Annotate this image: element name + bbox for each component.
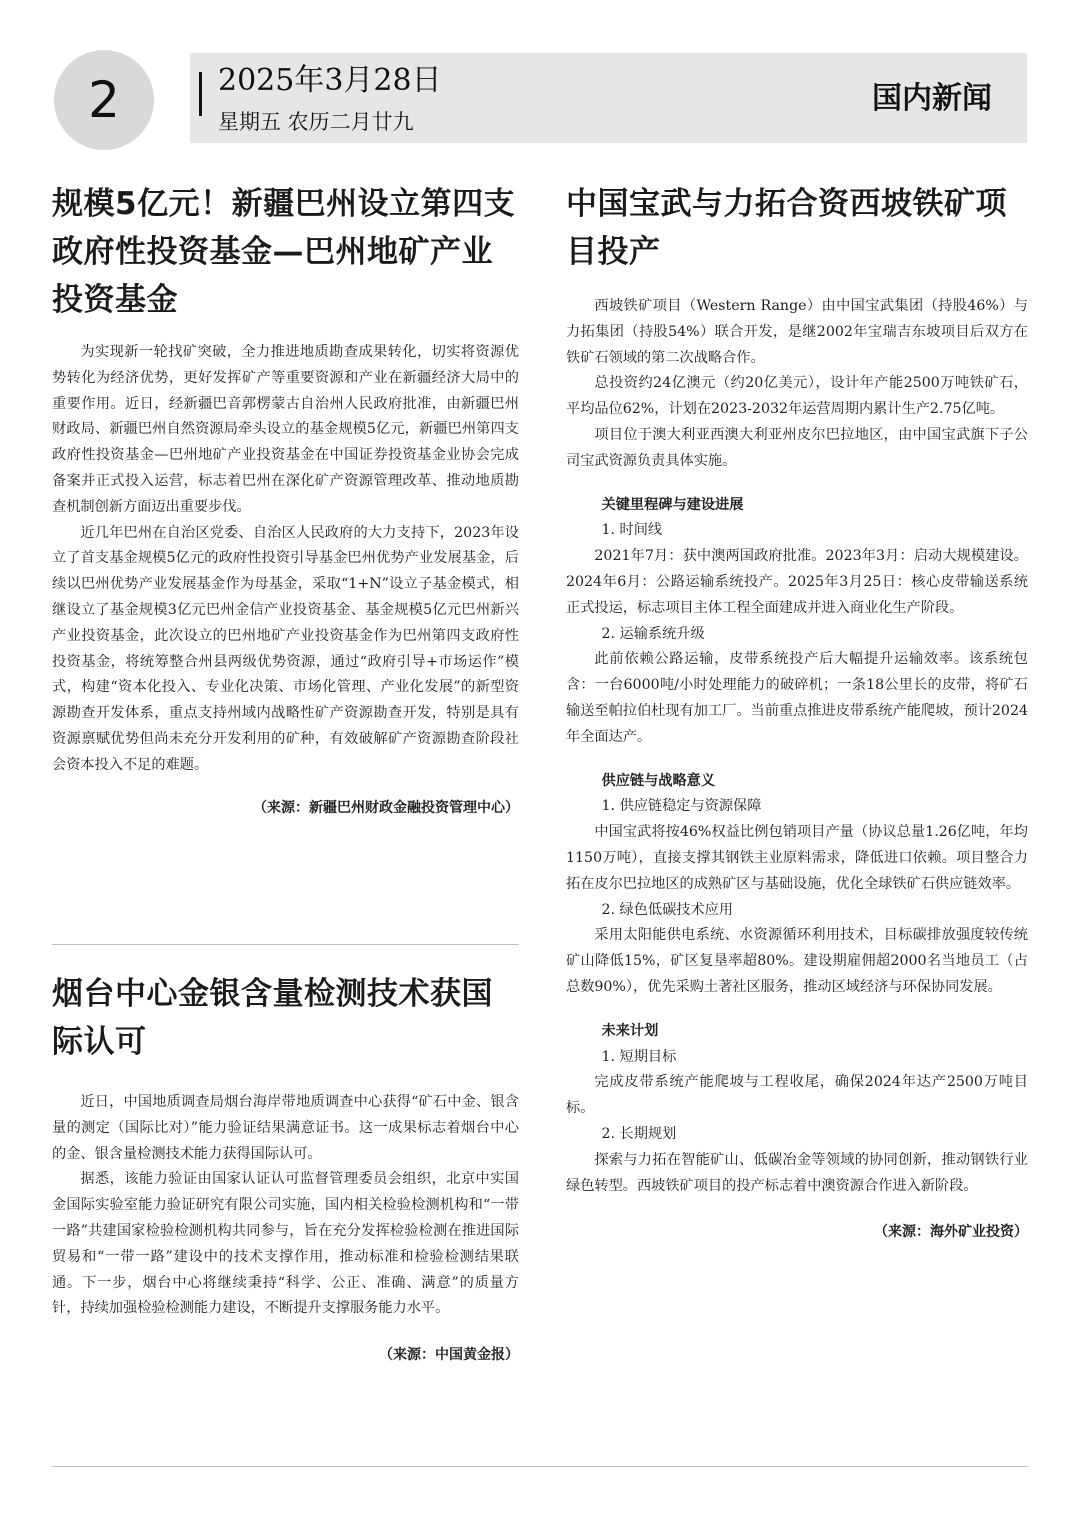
issue-date: 2025年3月28日	[218, 63, 442, 98]
article-title: 烟台中心金银含量检测技术获国际认可	[52, 976, 493, 1060]
paragraph: 近日，中国地质调查局烟台海岸带地质调查中心获得“矿石中金、银含量的测定（国际比对）”能力验证结果满意证书。这一成果标志着烟台中心的金、银含量检测技术能力获得国际认可。	[52, 1094, 519, 1162]
paragraph: 中国宝武将按46%权益比例包销项目产量（协议总量1.26亿吨，年均1150万吨），直接支撑其钢铁主业原料需求，降低进口依赖。项目整合力拓在皮尔巴拉地区的成熟矿区与基础设施，优化全球铁矿石供应链效率。	[566, 824, 1028, 892]
subsection-heading: 2. 长期规划	[601, 1125, 677, 1142]
footer-rule	[52, 1466, 1028, 1467]
subsection-heading: 2. 运输系统升级	[601, 625, 705, 642]
article-title: 规模5亿元！新疆巴州设立第四支政府性投资基金—巴州地矿产业投资基金	[52, 186, 516, 318]
subsection-heading: 1. 供应链稳定与资源保障	[601, 798, 762, 815]
article-yantai-certification	[52, 970, 519, 1364]
article-source: （来源：新疆巴州财政金融投资管理中心）	[253, 799, 519, 816]
left-column	[52, 180, 519, 817]
paragraph: 总投资约24亿澳元（约20亿美元），设计年产能2500万吨铁矿石，平均品位62%，计划在2023-2032年运营周期内累计生产2.75亿吨。	[566, 375, 1028, 418]
paragraph: 项目位于澳大利亚西澳大利亚州皮尔巴拉地区，由中国宝武旗下子公司宝武资源负责具体实施。	[566, 426, 1028, 469]
weekday-lunar-date: 星期五 农历二月廿九	[218, 110, 414, 134]
article-source: （来源：海外矿业投资）	[874, 1224, 1028, 1241]
article-source: （来源：中国黄金报）	[379, 1347, 519, 1364]
paragraph: 据悉，该能力验证由国家认证认可监督管理委员会组织，北京中实国金国际实验室能力验证研究有限公司实施，国内相关检验检测机构和“一带一路”共建国家检验检测机构共同参与，旨在充分发挥检验检测在推进国际贸易和“一带一路”建设中的技术支撑作用，推动标准和检验检测结果联通。下一步，烟台中心将继续秉持“科学、公正、准确、满意”的质量方针，持续加强检验检测能力建设，不断提升支撑服务能力水平。	[52, 1171, 519, 1317]
article-divider	[52, 944, 519, 945]
subsection-heading: 1. 短期目标	[601, 1048, 677, 1065]
article-body	[52, 1090, 519, 1322]
paragraph: 完成皮带系统产能爬坡与工程收尾，确保2024年达产2500万吨目标。	[566, 1074, 1028, 1117]
paragraph: 为实现新一轮找矿突破，全力推进地质勘查成果转化，切实将资源优势转化为经济优势，更好发挥矿产等重要资源和产业在新疆经济大局中的重要作用。近日，经新疆巴音郭楞蒙古自治州人民政府批准，由新疆巴州财政局、新疆巴州自然资源局牵头设立的基金规模5亿元，新疆巴州第四支政府性投资基金—巴州地矿产业投资基金在中国证券投资基金业协会完成备案并正式投入运营，标志着巴州在深化矿产资源管理改革、推动地质勘查机制创新方面迈出重要步伐。	[52, 344, 519, 515]
article-body	[566, 294, 1028, 1199]
subsection-heading: 1. 时间线	[601, 522, 663, 539]
article-bazhou-fund	[52, 180, 519, 817]
article-western-range	[566, 180, 1028, 1241]
section-heading: 供应链与战略意义	[601, 772, 716, 789]
paragraph: 西坡铁矿项目（Western Range）由中国宝武集团（持股46%）与力拓集团（持股54%）联合开发，是继2002年宝瑞吉东坡项目后双方在铁矿石领域的第二次战略合作。	[566, 298, 1028, 366]
paragraph: 2021年7月：获中澳两国政府批准。2023年3月：启动大规模建设。2024年6月：公路运输系统投产。2025年3月25日：核心皮带输送系统正式投运，标志项目主体工程全面建成并进入商业化生产阶段。	[566, 548, 1028, 616]
article-title: 中国宝武与力拓合资西坡铁矿项目投产	[566, 186, 1007, 270]
section-name: 国内新闻	[872, 81, 992, 116]
section-heading: 关键里程碑与建设进展	[601, 496, 744, 513]
paragraph: 此前依赖公路运输，皮带系统投产后大幅提升运输效率。该系统包含：一台6000吨/小时处理能力的破碎机；一条18公里长的皮带，将矿石输送至帕拉伯杜现有加工厂。当前重点推进皮带系统产能爬坡，预计2024年全面达产。	[566, 651, 1028, 745]
header-divider	[199, 72, 202, 116]
paragraph: 采用太阳能供电系统、水资源循环利用技术，目标碳排放强度较传统矿山降低15%，矿区复垦率超80%。建设期雇佣超2000名当地员工（占总数90%），优先采购土著社区服务，推动区域经济与环保协同发展。	[566, 927, 1028, 995]
page-number: 2	[54, 50, 154, 150]
left-column-lower	[52, 970, 519, 1364]
subsection-heading: 2. 绿色低碳技术应用	[601, 901, 734, 918]
article-body	[52, 340, 519, 779]
right-column	[566, 180, 1028, 1241]
paragraph: 探索与力拓在智能矿山、低碳冶金等领域的协同创新，推动钢铁行业绿色转型。西坡铁矿项目的投产标志着中澳资源合作进入新阶段。	[566, 1151, 1028, 1194]
paragraph: 近几年巴州在自治区党委、自治区人民政府的大力支持下，2023年设立了首支基金规模5亿元的政府性投资引导基金巴州优势产业发展基金，后续以巴州优势产业发展基金作为母基金，采取“1+N”设立子基金模式，相继设立了基金规模3亿元巴州金信产业投资基金、基金规模5亿元巴州新兴产业投资基金，此次设立的巴州地矿产业投资基金作为巴州第四支政府性投资基金，将统筹整合州县两级优势资源，通过“政府引导+市场运作”模式，构建“资本化投入、专业化决策、市场化管理、产业化发展”的新型资源勘查开发体系，重点支持州域内战略性矿产资源勘查开发，特别是具有资源禀赋优势但尚未充分开发利用的矿种，有效破解矿产资源勘查阶段社会资本投入不足的难题。	[52, 524, 519, 773]
section-heading: 未来计划	[601, 1022, 659, 1039]
